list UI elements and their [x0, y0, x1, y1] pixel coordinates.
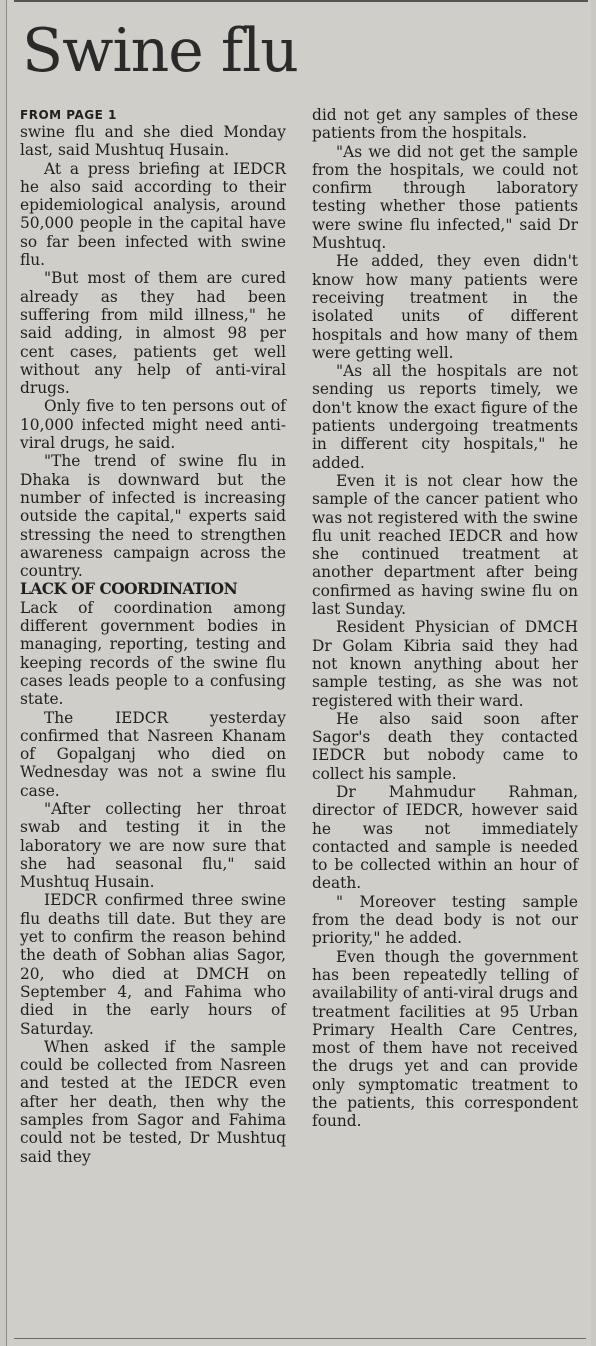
paragraph: IEDCR confirmed three swine flu deaths till date. But they are yet to confirm the reason behind the death of Sobhan alias Sagor, 20, who died at DMCH on September 4, and Fahima who died in the early hours of Saturday.: [20, 891, 286, 1038]
right-column: [312, 106, 578, 1131]
subhead: LACK OF COORDINATION: [20, 580, 238, 599]
paragraph: He also said soon after Sagor's death they contacted IEDCR but nobody came to collect his sample.: [312, 709, 578, 783]
paragraph: "As all the hospitals are not sending us reports timely, we don't know the exact figure of the patients undergoing treatments in different city hospitals," he added.: [312, 362, 578, 472]
bottom-rule: [14, 1338, 586, 1339]
paragraph: At a press briefing at IEDCR he also said according to their epidemiological analysis, around 50,000 people in the capital have so far been infected with swine flu.: [20, 159, 286, 270]
paragraph: Only five to ten persons out of 10,000 infected might need anti-viral drugs, he said.: [20, 397, 286, 453]
top-rule: [14, 0, 588, 2]
paragraph: Lack of coordination among different government bodies in managing, reporting, testing and keeping records of the swine flu cases leads people to a confusing state.: [20, 598, 286, 709]
paragraph: "After collecting her throat swab and testing it in the laboratory we are now sure that she had seasonal flu," said Mushtuq Husain.: [20, 799, 286, 892]
paragraph: swine flu and she died Monday last, said Mushtuq Husain.: [20, 123, 286, 160]
paragraph: did not get any samples of these patients from the hospitals.: [312, 106, 578, 143]
paragraph: Resident Physician of DMCH Dr Golam Kibria said they had not known anything about her sample testing, as she was not registered with their ward.: [312, 618, 578, 710]
paragraph: The IEDCR yesterday confirmed that Nasreen Khanam of Gopalganj who died on Wednesday was not a swine flu case.: [20, 708, 286, 800]
paragraph: Dr Mahmudur Rahman, director of IEDCR, however said he was not immediately contacted and sample is needed to be collected within an hour of death.: [312, 782, 578, 893]
left-column: [20, 108, 286, 1166]
paragraph: Even though the government has been repeatedly telling of availability of anti-viral drugs and treatment facilities at 95 Urban Primary Health Care Centres, most of them have not received the drugs yet and can provide only symptomatic treatment to the patients, this correspondent found.: [312, 947, 578, 1131]
paragraph: When asked if the sample could be collected from Nasreen and tested at the IEDCR even after her death, then why the samples from Sagor and Fahima could not be tested, Dr Mushtuq said they: [20, 1037, 286, 1166]
paragraph: "But most of them are cured already as they had been suffering from mild illness," he said adding, in almost 98 per cent cases, patients get well without any help of anti-viral drugs.: [20, 269, 286, 398]
paragraph: " Moreover testing sample from the dead body is not our priority," he added.: [312, 892, 578, 948]
paragraph: "The trend of swine flu in Dhaka is downward but the number of infected is increasing outside the capital," experts said stressing the need to strengthen awareness campaign across the country.: [20, 452, 286, 581]
headline: Swine flu: [22, 16, 298, 86]
paragraph: Even it is not clear how the sample of the cancer patient who was not registered with the swine flu unit reached IEDCR and how she continued treatment at another department after being confirmed as having swine flu on last Sunday.: [312, 471, 578, 619]
kicker: FROM PAGE 1: [20, 108, 117, 122]
paragraph: He added, they even didn't know how many patients were receiving treatment in the isolated units of different hospitals and how many of them were getting well.: [312, 252, 578, 362]
paragraph: "As we did not get the sample from the hospitals, we could not confirm through laboratory testing whether those patients were swine flu infected," said Dr Mushtuq.: [312, 142, 578, 253]
